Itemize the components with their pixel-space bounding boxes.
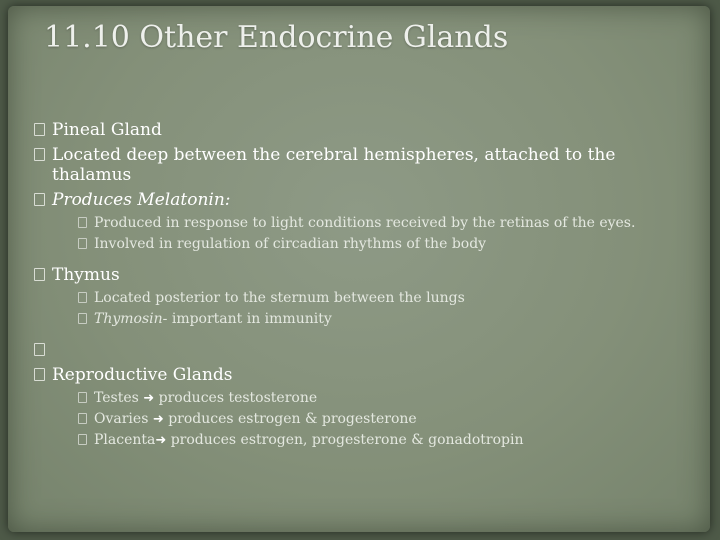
box-bullet-icon (78, 238, 87, 249)
bullet-list (34, 120, 684, 453)
list-item-thymus (34, 265, 684, 285)
sub-item-thymosin (34, 311, 684, 328)
box-bullet-icon (78, 313, 87, 324)
pineal-location: Located deep between the cerebral hemispheres, attached to the thalamus (52, 145, 616, 185)
box-bullet-icon (78, 217, 87, 228)
sub-item-melatonin-circadian (34, 236, 684, 253)
box-bullet-icon (78, 434, 87, 445)
box-bullet-icon (78, 392, 87, 403)
arrow-right-icon: ➜ (152, 412, 164, 427)
arrow-right-icon: ➜ (155, 433, 167, 448)
placenta-product: produces estrogen, progesterone & gonadotropin (170, 432, 524, 448)
sub-item-testes (34, 390, 684, 407)
list-item-reproductive (34, 365, 684, 385)
thymus-location-text: Located posterior to the sternum between the lungs (94, 290, 465, 306)
placenta-name: Placenta (94, 432, 156, 448)
list-item-pineal (34, 120, 684, 140)
thymosin-desc: - important in immunity (162, 311, 332, 327)
box-bullet-icon (34, 123, 45, 136)
ovaries-product: produces estrogen & progesterone (168, 411, 417, 427)
box-bullet-icon (78, 292, 87, 303)
box-bullet-icon (34, 368, 45, 381)
pineal-produces: Produces Melatonin: (52, 190, 231, 210)
testes-product: produces testosterone (158, 390, 318, 406)
box-bullet-icon (34, 268, 45, 281)
box-bullet-icon (34, 193, 45, 206)
sub-item-thymus-location (34, 290, 684, 307)
melatonin-light-text: Produced in response to light conditions received by the retinas of the eyes. (94, 215, 636, 231)
sub-item-ovaries (34, 411, 684, 428)
box-bullet-icon (78, 413, 87, 424)
box-bullet-icon (34, 343, 45, 356)
testes-name: Testes (94, 390, 139, 406)
box-bullet-icon (34, 148, 45, 161)
pineal-heading: Pineal Gland (52, 120, 162, 140)
list-item-pineal-location (34, 145, 684, 185)
arrow-right-icon: ➜ (143, 391, 155, 406)
melatonin-circadian-text: Involved in regulation of circadian rhythms of the body (94, 236, 487, 252)
list-item-pineal-produces (34, 190, 684, 210)
reproductive-heading: Reproductive Glands (52, 365, 233, 385)
sub-item-placenta (34, 432, 684, 449)
thymus-heading: Thymus (52, 265, 120, 285)
slide-title: 11.10 Other Endocrine Glands (44, 20, 509, 55)
list-item-empty (34, 340, 684, 360)
sub-item-melatonin-light (34, 215, 684, 232)
ovaries-name: Ovaries (94, 411, 149, 427)
thymosin-term: Thymosin (94, 311, 163, 327)
